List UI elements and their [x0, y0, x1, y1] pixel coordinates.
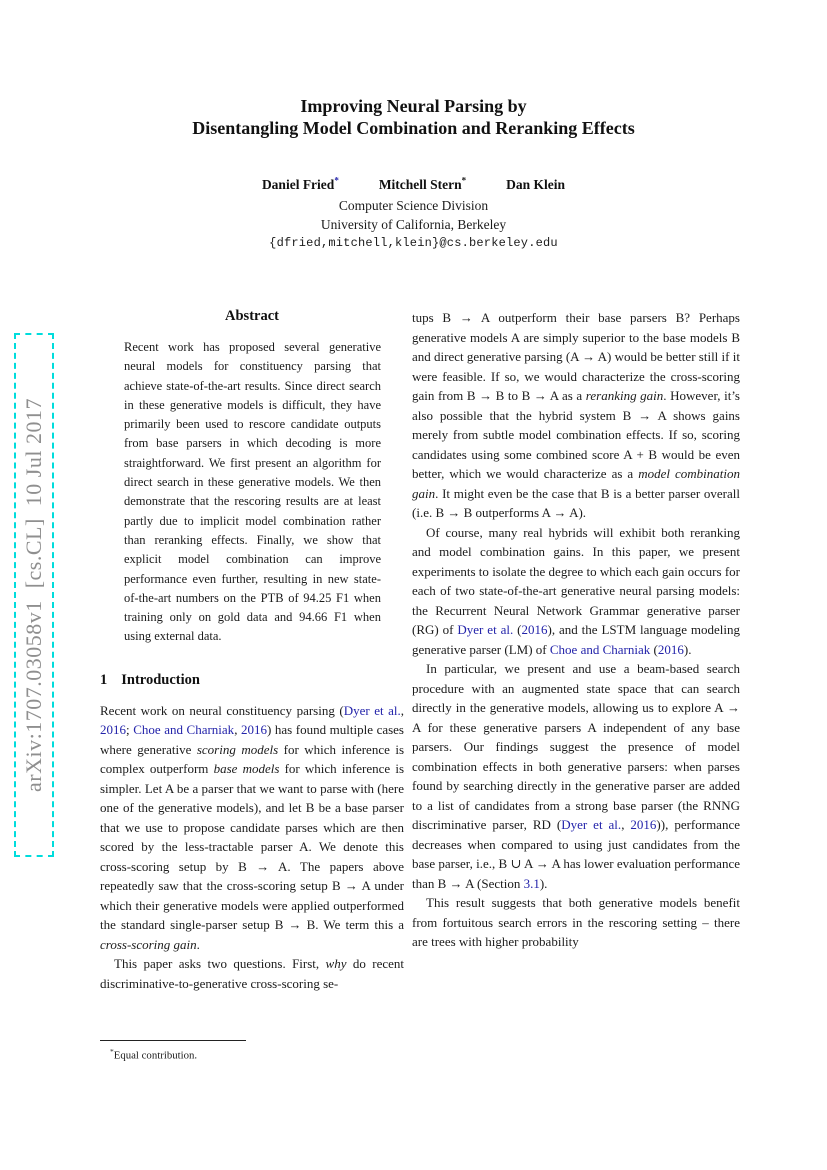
- footnote-rule: [100, 1040, 246, 1041]
- author-emails: {dfried,mitchell,klein}@cs.berkeley.edu: [269, 235, 558, 250]
- citation-link[interactable]: 2016: [657, 641, 684, 657]
- footnote-mark: *: [461, 175, 467, 185]
- citation-link[interactable]: 2016: [100, 722, 126, 738]
- footnote-marker: *: [110, 1047, 114, 1056]
- affiliation-division: Computer Science Division: [338, 197, 489, 213]
- emphasis-text: why: [325, 956, 347, 972]
- section-1-heading: [100, 672, 404, 689]
- footnote-text: *Equal contribution.: [110, 1047, 198, 1062]
- author-row: [0, 175, 827, 193]
- citation-link[interactable]: Choe and Charniak: [133, 722, 235, 738]
- citation-link[interactable]: Dyer et al.: [343, 702, 401, 718]
- section-title: Introduction: [121, 671, 200, 688]
- paragraph: Recent work on neural constituency parsing (Dyer et al., 2016; Choe and Charniak, 2016) has found multiple cases where generative scoring models for which inference is complex outperform base models for which inference is simpler. Let A be a parser that we want to parse with (here one of the generative models), and let B be a base parser that we use to propose candidate parses which are then scored by the less-tractable parser A. We denote this cross-scoring setup by B → A. The papers above repeatedly saw that the cross-scoring setup B → A under which their generative models were applied outperformed the standard single-parser setup B → B. We term this a cross-scoring gain.: [100, 702, 404, 952]
- citation-link[interactable]: Dyer et al.: [457, 622, 514, 637]
- paragraph: This result suggests that both generative models benefit from fortuitous search errors in the rescoring setting – there are trees with higher probability: [412, 895, 740, 949]
- abstract-text: Recent work has proposed several generative neural models for constituency parsing that achieve state-of-the-art results. Since direct search in these generative models is difficult, they have primarily been used to rescore candidate outputs from base parsers in which decoding is more straightforward. We first present an algorithm for direct search in these generative models. We then demonstrate that the rescoring results are at least partly due to implicit model combination rather than reranking effects. Finally, we show that explicit model combination can improve performance even further, resulting in new state-of-the-art numbers on the PTB of 94.25 F1 when training only on gold data and 94.66 F1 when using external data.: [124, 340, 381, 644]
- emphasis-text: model combination gain: [412, 466, 740, 501]
- two-column-body: [100, 305, 740, 993]
- emphasis-text: scoring models: [196, 741, 279, 757]
- emphasis-text: cross-scoring gain: [100, 936, 197, 952]
- affiliation-university: University of California, Berkeley: [320, 216, 507, 232]
- arxiv-identifier-stamp: arXiv:1707.03058v1 [cs.CL] 10 Jul 2017: [14, 333, 54, 857]
- intro-paragraphs-left: [100, 701, 404, 994]
- paper-title-line2: Disentangling Model Combination and Reranking Effects: [192, 118, 635, 138]
- paper-title: [0, 95, 827, 139]
- author-daniel-fried: Daniel Fried*: [261, 175, 339, 192]
- author-dan-klein: Dan Klein: [506, 176, 566, 192]
- citation-link[interactable]: 3.1: [523, 875, 540, 891]
- emphasis-text: base models: [213, 761, 280, 777]
- citation-link[interactable]: 2016: [521, 622, 548, 637]
- citation-link[interactable]: 2016: [241, 722, 267, 738]
- right-column: [412, 305, 740, 993]
- paragraph: In particular, we present and use a beam-based search procedure with an augmented state space that can search directly in the generative models, allowing us to explore A → A for these generative parsers A independent of any base parsers. Our findings suggest the presence of model combination effects in both generative parsers: when parses found by searching directly in the generative parser are added to a list of candidates from a strong base parser (the RNNG discriminative parser, RD (Dyer et al., 2016)), performance decreases when compared to using just candidates from the base parser, i.e., B ∪ A → A has lower evaluation performance than B → A (Section 3.1).: [412, 661, 740, 891]
- paragraph: This paper asks two questions. First, why do recent discriminative-to-generative cross-scoring se-: [100, 956, 404, 991]
- left-column: [100, 305, 404, 993]
- emphasis-text: reranking gain: [585, 388, 664, 403]
- citation-link[interactable]: 2016: [630, 817, 657, 832]
- abstract-heading: Abstract: [225, 308, 279, 324]
- footnote-block: [100, 1040, 404, 1063]
- author-mitchell-stern: Mitchell Stern*: [378, 175, 467, 192]
- section-number: 1: [100, 671, 108, 688]
- paper-title-line1: Improving Neural Parsing by: [300, 96, 527, 116]
- citation-link[interactable]: Choe and Charniak: [549, 641, 651, 657]
- paragraph: tups B → A outperform their base parsers B? Perhaps generative models A are simply superior to the base models B and direct generative parsing (A → A) would be better still if it were feasible. If so, we would characterize the cross-scoring gain from B → B to B → A as a reranking gain. However, it’s also possible that the hybrid system B → A shows gains merely from subtle model combination effects. If so, scoring candidates using some combined score A + B would be even better, which we would characterize as a model combination gain. It might even be the case that B is a better parser overall (i.e. B → B outperforms A → A).: [412, 310, 740, 520]
- intro-paragraphs-right: [412, 308, 740, 952]
- paper-header: [0, 95, 827, 250]
- paragraph: Of course, many real hybrids will exhibit both reranking and model combination gains. In this paper, we present experiments to isolate the degree to which each gain occurs for each of two state-of-the-art generative neural parsing models: the Recurrent Neural Network Grammar generative parser (RG) of Dyer et al. (2016), and the LSTM language modeling generative parser (LM) of Choe and Charniak (2016).: [412, 524, 740, 657]
- citation-link[interactable]: Dyer et al.: [561, 817, 622, 832]
- footnote-mark-link[interactable]: *: [334, 175, 339, 185]
